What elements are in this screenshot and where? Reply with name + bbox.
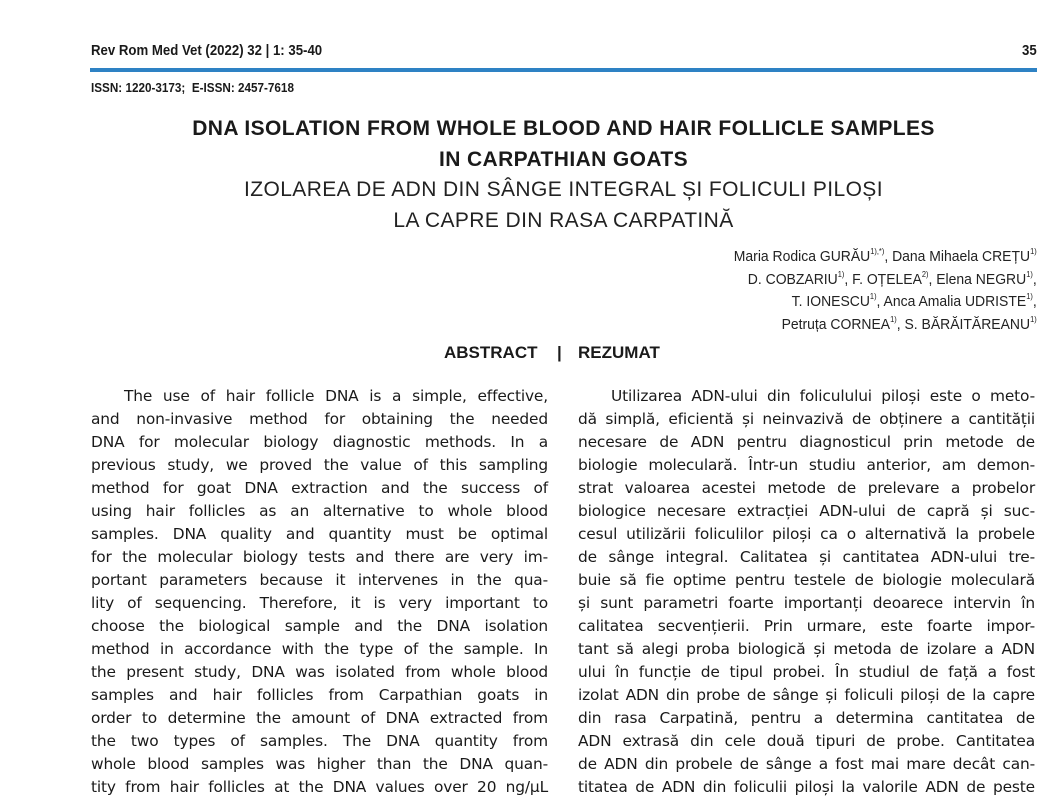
journal-reference: Rev Rom Med Vet (2022) 32 | 1: 35-40	[91, 42, 323, 59]
text-line: calitatea secvențierii. Prin urmare, este foarte impor-	[578, 617, 1035, 635]
text-line: whole blood samples was higher than the DNA quan-	[91, 755, 548, 773]
text-line: ului în funcție de tipul probei. În studiul de față a fost	[578, 663, 1035, 681]
text-line: tant să alegi proba biologică și metoda de izolare a ADN	[578, 640, 1035, 658]
author-line	[734, 291, 1037, 314]
page-number: 35	[1022, 42, 1037, 59]
author-name: , Dana Mihaela CREȚU	[884, 248, 1031, 265]
affiliation-marker: 1)	[890, 314, 898, 324]
abstract-text	[91, 385, 548, 799]
text-line: lity of sequencing. Therefore, it is very important to	[91, 594, 548, 612]
author-name: ,	[1033, 270, 1037, 288]
text-line: titatea de ADN din foliculii piloși la valorile ADN de peste	[578, 778, 1035, 796]
text-line: biologice necesare extracției ADN-ului de capră și suc-	[578, 502, 1035, 520]
affiliation-marker: 1)	[1030, 314, 1037, 324]
text-line: using hair follicles as an alternative to whole blood	[91, 502, 548, 520]
author-name: , F. OȚELEA	[844, 270, 923, 288]
author-name: Maria Rodica GURĂU	[734, 248, 871, 265]
text-line: tity from hair follicles at the DNA values over 20 ng/µL	[91, 778, 548, 796]
text-line: method in accordance with the type of the sample. In	[91, 640, 548, 658]
text-line: cesul utilizării foliculilor piloși ca o alternativă la probele	[578, 525, 1035, 543]
author-name: , S. BĂRĂITĂREANU	[897, 315, 1031, 333]
text-line: order to determine the amount of DNA extracted from	[91, 709, 548, 727]
eissn-label: E-ISSN	[191, 80, 231, 95]
text-line: necesare de ADN pentru diagnosticul prin metode de	[578, 433, 1035, 451]
author-name: , Anca Amalia UDRISTE	[876, 293, 1027, 310]
author-name: Petruța CORNEA	[781, 315, 891, 333]
text-line: The use of hair follicle DNA is a simple, effective,	[124, 387, 548, 405]
text-line: and non-invasive method for obtaining the needed	[91, 410, 548, 428]
affiliation-marker: 1)	[1030, 247, 1037, 256]
text-line: și sunt parametri foarte importanți deoarece intervin în	[578, 594, 1035, 612]
author-name: D. COBZARIU	[748, 270, 839, 288]
affiliation-marker: 1),*)	[870, 247, 885, 256]
abstract-heading: ABSTRACT	[444, 343, 538, 362]
rezumat-text	[578, 385, 1035, 799]
text-line: biologie moleculară. Într-un studiu anterior, am demon-	[578, 456, 1035, 474]
title-english-line-1: DNA ISOLATION FROM WHOLE BLOOD AND HAIR FOLLICLE SAMPLES	[192, 117, 935, 140]
text-line: din rasa Carpatină, pentru a determina cantitatea de	[578, 709, 1035, 727]
issn-line	[91, 80, 294, 95]
author-name: ,	[1033, 293, 1037, 310]
title-english-line-2: IN CARPATHIAN GOATS	[438, 148, 689, 171]
text-line: samples and hair follicles from Carpathian goats in	[91, 686, 548, 704]
text-line: previous study, we proved the value of this sampling	[91, 456, 548, 474]
text-line: buie să fie optime pentru testele de biologie moleculară	[578, 571, 1035, 589]
author-name: , Elena NEGRU	[928, 270, 1027, 288]
author-line	[734, 314, 1037, 337]
affiliation-marker: 1)	[838, 269, 845, 279]
text-line: method for goat DNA extraction and the success of	[91, 479, 548, 497]
author-line	[734, 269, 1037, 292]
affiliation-marker: 1)	[870, 292, 877, 301]
issn-value: : 1220-3173	[118, 80, 182, 95]
title-romanian-line-2: LA CAPRE DIN RASA CARPATINĂ	[393, 209, 734, 232]
text-line: strat valoarea acestei metode de prelevare a probelor	[578, 479, 1035, 497]
rezumat-heading: REZUMAT	[578, 343, 660, 362]
issn-label: ISSN	[91, 80, 119, 95]
text-line: de ADN din probele de sânge a fost mai mare decât can-	[578, 755, 1035, 773]
affiliation-marker: 2)	[922, 269, 929, 279]
text-line: for the molecular biology tests and there are very im-	[91, 548, 548, 566]
text-line: dă simplă, eficientă și neinvazivă de obținere a cantității	[578, 410, 1035, 428]
text-line: portant parameters because it intervenes in the qua-	[91, 571, 548, 589]
affiliation-marker: 1)	[1026, 292, 1034, 301]
heading-divider: |	[557, 343, 562, 362]
text-line: DNA for molecular biology diagnostic methods. In a	[91, 433, 548, 451]
eissn-value: : 2457-7618	[230, 80, 294, 95]
affiliation-marker: 1)	[1026, 269, 1034, 279]
text-line: choose the biological sample and the DNA isolation	[91, 617, 548, 635]
author-line	[734, 246, 1037, 269]
title-romanian-line-1: IZOLAREA DE ADN DIN SÂNGE INTEGRAL ȘI FOLICULI PILOȘI	[244, 178, 883, 201]
author-list	[734, 246, 1037, 336]
text-line: the two types of samples. The DNA quantity from	[91, 732, 548, 750]
text-line: samples. DNA quality and quantity must be optimal	[91, 525, 548, 543]
issn-separator: ;	[181, 80, 186, 95]
text-line: de sânge integral. Calitatea și cantitatea ADN-ului tre-	[578, 548, 1035, 566]
text-line: ADN extrasă din cele două tipuri de probe. Cantitatea	[578, 732, 1035, 750]
author-name: T. IONESCU	[791, 293, 871, 310]
text-line: izolat ADN din probe de sânge și foliculi piloși de la capre	[578, 686, 1035, 704]
text-line: the present study, DNA was isolated from whole blood	[91, 663, 548, 681]
text-line: Utilizarea ADN-ului din foliculului piloși este o meto-	[611, 387, 1035, 405]
header-rule	[90, 68, 1037, 72]
